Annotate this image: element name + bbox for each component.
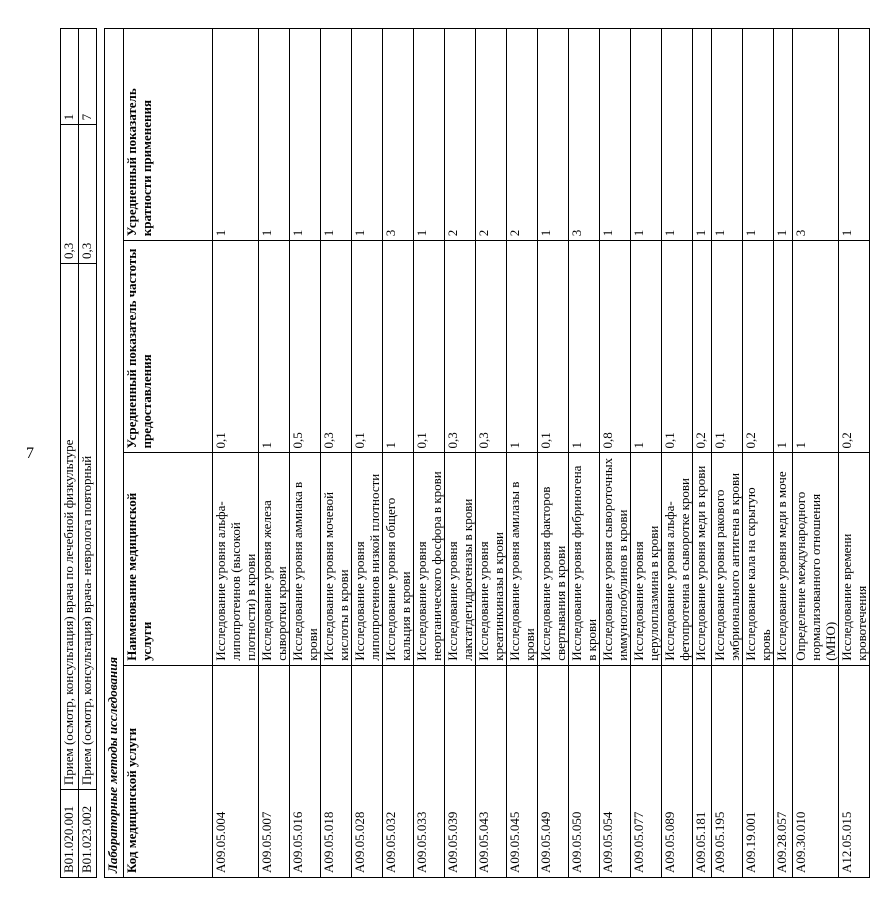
consultations-table — [60, 28, 97, 878]
cell-frequency: 0,2 — [693, 241, 712, 453]
cell-code: A09.05.054 — [600, 665, 631, 877]
cell-code: A09.05.032 — [383, 665, 414, 877]
cell-name: Определение международного нормализованного отношения (МНО) — [793, 453, 839, 665]
cell-code: A09.05.181 — [693, 665, 712, 877]
lab-methods-table — [104, 28, 870, 878]
table-row — [839, 29, 870, 878]
cell-frequency: 0,3 — [61, 125, 79, 264]
cell-code: A09.30.010 — [793, 665, 839, 877]
cell-name: Исследование уровня меди в моче — [774, 453, 793, 665]
cell-code: A09.05.050 — [569, 665, 600, 877]
cell-code: A09.05.089 — [662, 665, 693, 877]
cell-frequency: 1 — [793, 241, 839, 453]
table-row — [774, 29, 793, 878]
table-row — [569, 29, 600, 878]
header-frequency: Усредненный показатель частоты предоставления — [124, 241, 213, 453]
table-row — [712, 29, 743, 878]
header-code: Код медицинской услуги — [124, 665, 213, 877]
cell-frequency: 1 — [507, 241, 538, 453]
cell-frequency: 0,3 — [445, 241, 476, 453]
cell-name: Исследование уровня фибриногена в крови — [569, 453, 600, 665]
table-row — [290, 29, 321, 878]
cell-name: Прием (осмотр, консультация) врача- невролога повторный — [79, 264, 97, 790]
cell-name: Исследование уровня железа сыворотки крови — [259, 453, 290, 665]
table-row — [213, 29, 259, 878]
cell-name: Исследование уровня сывороточных иммуноглобулинов в крови — [600, 453, 631, 665]
cell-name: Исследование уровня ракового эмбрионального антигена в крови — [712, 453, 743, 665]
cell-multiplicity: 1 — [662, 29, 693, 241]
cell-code: A09.05.007 — [259, 665, 290, 877]
cell-frequency: 0,1 — [414, 241, 445, 453]
cell-name: Исследование уровня амилазы в крови — [507, 453, 538, 665]
cell-code: A09.05.028 — [352, 665, 383, 877]
cell-code: B01.020.001 — [61, 790, 79, 878]
cell-multiplicity: 3 — [793, 29, 839, 241]
cell-name: Исследование уровня церулоплазмина в крови — [631, 453, 662, 665]
cell-code: A09.19.001 — [743, 665, 774, 877]
cell-name: Исследование кала на скрытую кровь — [743, 453, 774, 665]
cell-multiplicity: 7 — [79, 29, 97, 125]
cell-frequency: 0,5 — [290, 241, 321, 453]
cell-frequency: 0,3 — [321, 241, 352, 453]
cell-multiplicity: 1 — [290, 29, 321, 241]
table-row — [352, 29, 383, 878]
cell-name: Исследование уровня неорганического фосфора в крови — [414, 453, 445, 665]
cell-name: Исследование времени кровотечения — [839, 453, 870, 665]
cell-code: A09.05.016 — [290, 665, 321, 877]
table-row — [321, 29, 352, 878]
table-row — [414, 29, 445, 878]
cell-name: Исследование уровня мочевой кислоты в крови — [321, 453, 352, 665]
cell-multiplicity: 2 — [476, 29, 507, 241]
cell-code: A09.05.004 — [213, 665, 259, 877]
table-row — [693, 29, 712, 878]
cell-multiplicity: 1 — [414, 29, 445, 241]
cell-frequency: 0,3 — [476, 241, 507, 453]
table-row — [743, 29, 774, 878]
header-row — [124, 29, 213, 878]
cell-multiplicity: 3 — [569, 29, 600, 241]
cell-name: Прием (осмотр, консультация) врача по лечебной физкультуре — [61, 264, 79, 790]
cell-name: Исследование уровня общего кальция в крови — [383, 453, 414, 665]
cell-frequency: 0,1 — [538, 241, 569, 453]
cell-frequency: 0,1 — [213, 241, 259, 453]
table-row — [507, 29, 538, 878]
cell-frequency: 1 — [259, 241, 290, 453]
rotated-table-area — [60, 28, 869, 878]
cell-code: A09.05.043 — [476, 665, 507, 877]
cell-multiplicity: 1 — [538, 29, 569, 241]
cell-frequency: 1 — [569, 241, 600, 453]
cell-code: B01.023.002 — [79, 790, 97, 878]
cell-code: A09.05.049 — [538, 665, 569, 877]
cell-multiplicity: 1 — [352, 29, 383, 241]
cell-name: Исследование уровня креатинкиназы в крови — [476, 453, 507, 665]
cell-name: Исследование уровня меди в крови — [693, 453, 712, 665]
cell-frequency: 1 — [383, 241, 414, 453]
cell-code: A09.05.077 — [631, 665, 662, 877]
cell-multiplicity: 2 — [507, 29, 538, 241]
section-title: Лабораторные методы исследования — [105, 29, 124, 878]
cell-multiplicity: 1 — [743, 29, 774, 241]
header-name: Наименование медицинской услуги — [124, 453, 213, 665]
cell-multiplicity: 2 — [445, 29, 476, 241]
table-row — [259, 29, 290, 878]
table-row — [383, 29, 414, 878]
page-number: 7 — [26, 445, 34, 462]
cell-multiplicity: 1 — [259, 29, 290, 241]
cell-code: A09.28.057 — [774, 665, 793, 877]
cell-multiplicity: 1 — [631, 29, 662, 241]
cell-multiplicity: 1 — [839, 29, 870, 241]
cell-name: Исследование уровня аммиака в крови — [290, 453, 321, 665]
cell-multiplicity: 1 — [61, 29, 79, 125]
cell-frequency: 0,3 — [79, 125, 97, 264]
cell-multiplicity: 3 — [383, 29, 414, 241]
cell-name: Исследование уровня лактатдегидрогеназы в крови — [445, 453, 476, 665]
cell-multiplicity: 1 — [600, 29, 631, 241]
table-row — [631, 29, 662, 878]
cell-name: Исследование уровня факторов свертывания в крови — [538, 453, 569, 665]
cell-multiplicity: 1 — [693, 29, 712, 241]
cell-name: Исследование уровня альфа-фетопротеина в сыворотке крови — [662, 453, 693, 665]
cell-code: A12.05.015 — [839, 665, 870, 877]
cell-code: A09.05.039 — [445, 665, 476, 877]
table-row — [445, 29, 476, 878]
cell-multiplicity: 1 — [712, 29, 743, 241]
section-row — [105, 29, 124, 878]
cell-multiplicity: 1 — [321, 29, 352, 241]
cell-frequency: 0,2 — [743, 241, 774, 453]
cell-multiplicity: 1 — [213, 29, 259, 241]
cell-frequency: 0,1 — [352, 241, 383, 453]
cell-multiplicity: 1 — [774, 29, 793, 241]
cell-code: A09.05.195 — [712, 665, 743, 877]
cell-frequency: 1 — [774, 241, 793, 453]
cell-frequency: 1 — [631, 241, 662, 453]
cell-frequency: 0,2 — [839, 241, 870, 453]
cell-code: A09.05.045 — [507, 665, 538, 877]
cell-frequency: 0,1 — [662, 241, 693, 453]
cell-frequency: 0,8 — [600, 241, 631, 453]
cell-code: A09.05.018 — [321, 665, 352, 877]
header-multiplicity: Усредненный показатель кратности применения — [124, 29, 213, 241]
table-row — [61, 29, 79, 878]
cell-code: A09.05.033 — [414, 665, 445, 877]
table-row — [662, 29, 693, 878]
table-row — [538, 29, 569, 878]
cell-frequency: 0,1 — [712, 241, 743, 453]
table-row — [600, 29, 631, 878]
cell-name: Исследование уровня альфа-липопротеинов (высокой плотности) в крови — [213, 453, 259, 665]
table-row — [793, 29, 839, 878]
cell-name: Исследование уровня липопротеинов низкой плотности — [352, 453, 383, 665]
table-row — [476, 29, 507, 878]
table-row — [79, 29, 97, 878]
